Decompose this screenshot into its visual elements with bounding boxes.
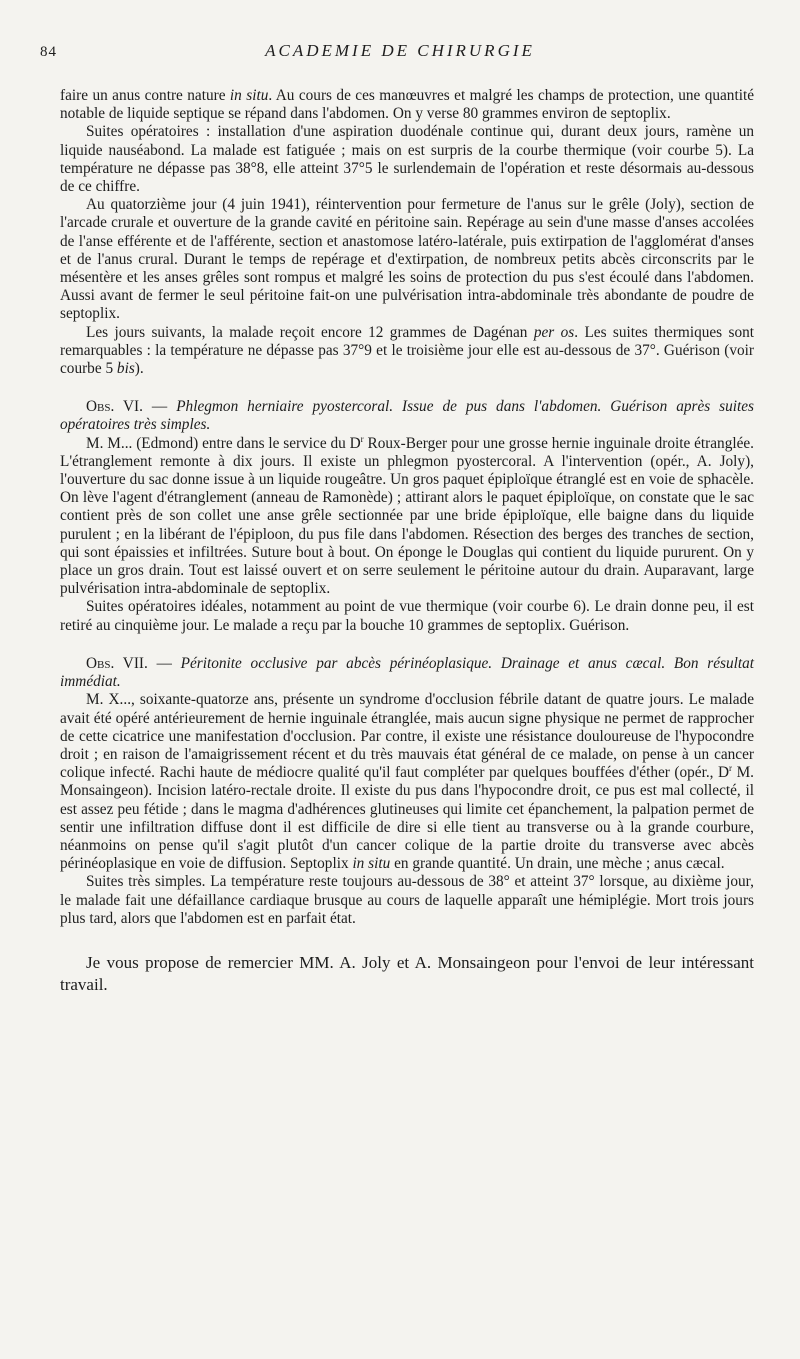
paragraph: Au quatorzième jour (4 juin 1941), réintervention pour fermeture de l'anus sur le grêle (Joly), section de l'arcade crurale et ouverture de la grande cavité en péritoine sain. Repérage au sein d'une masse d'anses accolées de l'anse efférente et de l'afférente, section et anastomose latéro-latérale, puis extirpation de l'agglomérat d'anses et de l'anus crural. Durant le temps de repérage et d'extirpation, de nombreux petits abcès circonscrits par le mésentère et les anses grêles sont rompus et malgré les soins de protection du pus s'est écoulé dans l'abdomen. Aussi avant de fermer le seul péritoine fait-on une pulvérisation intra-abdominale très abondante de poudre de septoplix.	[60, 196, 754, 323]
paragraph	[60, 691, 754, 873]
text-span: en grande quantité. Un drain, une mèche ; anus cæcal.	[390, 855, 725, 873]
text-span: M. Monsaingeon). Incision latéro-rectale droite. Il existe du pus dans l'hypocondre droit, ce pus est mal collecté, il est assez peu fétide ; dans le magma d'adhérences glutineuses qui limite cet épanchement, la palpation permet de sentir une infiltration diffuse dont il est difficile de dire si elle tient au transverse ou à la grande courbure, néanmoins on pense qu'il s'agit plutôt d'un cancer colique de la partie droite du transverse avec abcès périnéoplasique en voie de diffusion. Septoplix	[60, 764, 754, 873]
article-body	[60, 87, 754, 996]
observation-label: Obs. VII. —	[86, 654, 172, 672]
observation-label: Obs. VI. —	[86, 398, 168, 416]
superscript: r	[729, 763, 733, 774]
paragraph	[60, 324, 754, 379]
observation-heading	[60, 398, 754, 434]
page-number: 84	[40, 44, 57, 60]
italic-text: per os	[533, 323, 575, 341]
superscript: r	[360, 433, 364, 444]
observation-title: Phlegmon herniaire pyostercoral. Issue de pus dans l'abdomen. Guérison après suites opératoires très simples.	[60, 398, 754, 434]
text-span: Les jours suivants, la malade reçoit encore 12 grammes de Dagénan	[86, 323, 528, 341]
text-span: faire un anus contre nature	[60, 87, 226, 104]
observation-title: Péritonite occlusive par abcès périnéoplasique. Drainage et anus cæcal. Bon résultat immédiat.	[60, 654, 755, 691]
paragraph	[60, 87, 754, 123]
italic-text: in situ	[352, 855, 391, 873]
text-span: M. X..., soixante-quatorze ans, présente un syndrome d'occlusion fébrile datant de quatre jours. Le malade avait été opéré antérieurement de hernie inguinale étranglée, mais aucun signe physique ne permet de rapprocher de cette cicatrice une manifestation d'occlusion. Par contre, il existe une résistance douloureuse de l'hypocondre droit ; en raison de l'amaigrissement récent et du très mauvais état général de ce malade, on pense à un cancer colique infecté. Rachi haute de médiocre qualité qu'il faut compléter par quelques bouffées d'éther (opér., D	[60, 691, 754, 782]
text-span: Roux-Berger pour une grosse hernie inguinale droite étranglée. L'étranglement remonte à dix jours. Il existe un phlegmon pyostercoral. A l'intervention (opér., A. Joly), l'ouverture du sac donne issue à un liquide rougeâtre. Un gros paquet épiploïque étranglé est en voie de sphacèle. On lève l'agent d'étranglement (anneau de Ramonède) ; attirant alors le paquet épiploïque, on constate que le sac contient près de son collet une anse grêle sectionnée par une bride épiploïque, elle baigne dans du liquide purulent ; en la libérant de l'épiploon, du pus file dans l'abdomen. Résection des berges des tranches de section, qui sont épaissies et infiltrées. Suture bout à bout. On éponge le Douglas qui contient du liquide pururent. On y place un gros drain. Tout est laissé ouvert et on serre seulement le péritoine autour du drain. Auparavant, large pulvérisation intra-abdominale de septoplix.	[60, 434, 754, 598]
paragraph: Suites opératoires : installation d'une aspiration duodénale continue qui, durant deux jours, ramène un liquide nauséabond. La malade est fatiguée ; mais on est surpris de la courbe thermique (voir courbe 5). La température ne dépasse pas 38°8, elle atteint 37°5 le surlendemain de l'opération et reste désormais au-dessous de ce chiffre.	[60, 123, 754, 196]
closing-paragraph: Je vous propose de remercier MM. A. Joly et A. Monsaingeon pour l'envoi de leur intéressant travail.	[60, 952, 754, 994]
observation-heading	[60, 655, 754, 691]
paragraph: Suites opératoires idéales, notamment au point de vue thermique (voir courbe 6). Le drain donne peu, il est retiré au cinquième jour. Le malade a reçu par la bouche 10 grammes de septoplix. Guérison.	[60, 598, 754, 634]
italic-text: in situ	[229, 87, 269, 104]
italic-text: bis	[116, 360, 135, 378]
running-title: ACADEMIE DE CHIRURGIE	[265, 41, 535, 60]
text-span: ).	[134, 360, 144, 378]
text-span: . Les suites thermiques sont remarquables : la température ne dépasse pas 37°9 et le troisième jour elle est au-dessous de 37°. Guérison (voir courbe 5	[60, 323, 754, 378]
text-span: M. M... (Edmond) entre dans le service du D	[86, 434, 361, 452]
paragraph	[60, 435, 754, 599]
paragraph: Suites très simples. La température reste toujours au-dessous de 38° et atteint 37° lorsque, au dixième jour, le malade fait une défaillance cardiaque brusque au cours de laquelle apparaît une hémiplégie. Mort trois jours plus tard, alors que l'abdomen est en parfait état.	[60, 873, 754, 927]
text-span: . Au cours de ces manœuvres et malgré les champs de protection, une quantité notable de liquide septique se répand dans l'abdomen. On y verse 80 grammes environ de septoplix.	[60, 87, 754, 123]
